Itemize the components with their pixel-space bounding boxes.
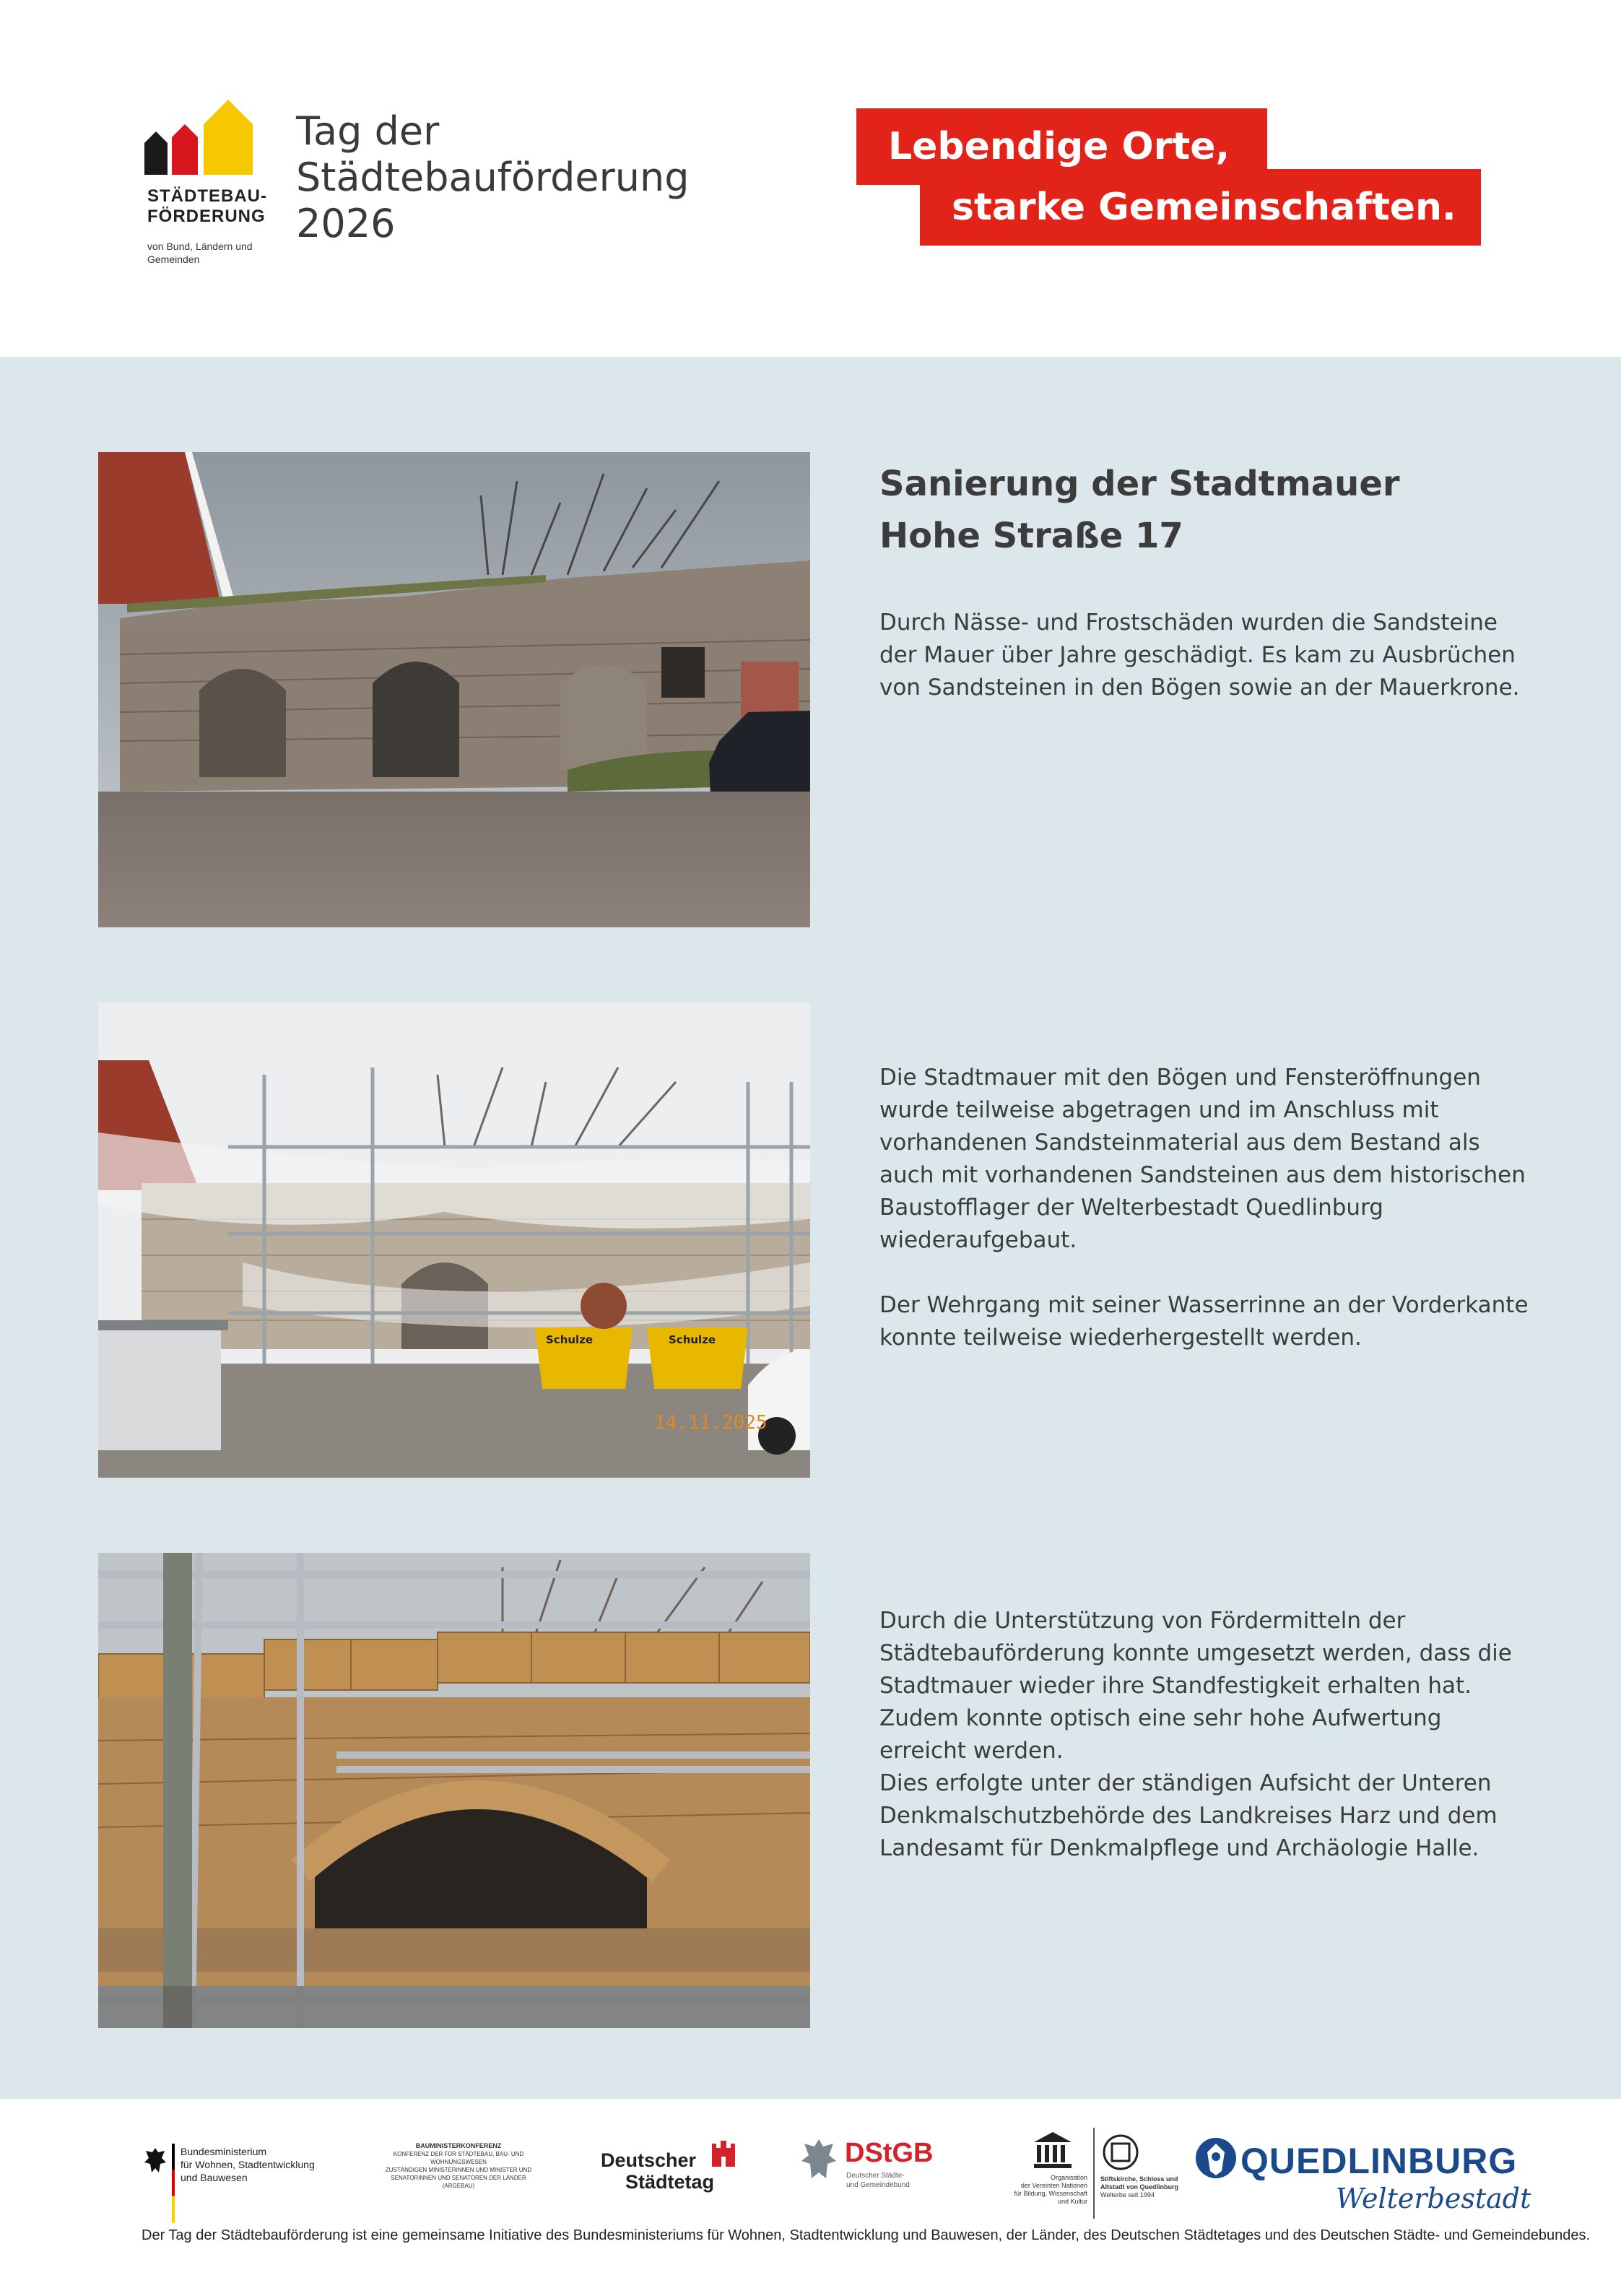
- section1-text: Durch Nässe- und Frostschäden wurden die Sandsteine der Mauer über Jahre geschädigt. Es kam zu Ausbrüchen von Sandsteinen in den Bögen sowie an der Mauerkrone.: [879, 610, 1520, 701]
- skip-label-2: Schulze: [669, 1333, 716, 1346]
- logo-divider: [1093, 2128, 1095, 2219]
- unesco-welterbe-logo: Organisation der Vereinten Nationen für Bildung, Wissenschaft und Kultur Stiftskirche, Schloss und Altstadt von Quedlinburg Welterbe seit 1994: [999, 2128, 1187, 2214]
- skip-label-1: Schulze: [546, 1333, 594, 1346]
- photo-scaffolding: [98, 1002, 810, 1478]
- event-title: Tag der Städtebauförderung 2026: [296, 108, 690, 246]
- federal-eagle-icon: [143, 2146, 168, 2175]
- slogan-line-2: starke Gemeinschaften.: [920, 169, 1481, 246]
- section3-text: Durch die Unterstützung von Fördermitteln der Städtebauförderung konnte umgesetzt werden, dass die Stadtmauer wieder ihre Standfestigkeit erhalten hat. Zudem konnte optisch eine sehr hohe Aufwertung erreicht werden. Dies erfolgte unter der ständigen Aufsicht der Unteren Denkmalschutzbehörde des Landkreises Harz und dem Landesamt für Denkmalpflege und Archäologie Halle.: [879, 1608, 1512, 1861]
- bauministerkonferenz-logo: BAUMINISTERKONFERENZ KONFERENZ DER FÜR STÄDTEBAU, BAU- UND WOHNUNGSWESEN ZUSTÄNDIGEN MINISTERINNEN UND MINISTER UND SENATORINNEN UND SENATOREN DER LÄNDER (ARGEBAU): [385, 2142, 532, 2189]
- section2-text: Die Stadtmauer mit den Bögen und Fensteröffnungen wurde teilweise abgetragen und im Anschluss mit vorhandenen Sandsteinmaterial aus dem Bestand als auch mit vorhandenen Sandsteinen aus dem historischen Baustofflager der Welterbestadt Quedlinburg wiederaufgebaut. Der Wehrgang mit seiner Wasserrinne an der Vorderkante konnte teilweise wiederhergestellt werden.: [879, 1065, 1529, 1351]
- bmwsb-logo: [143, 2144, 331, 2194]
- bmwsb-name: Bundesministerium für Wohnen, Stadtentwicklung und Bauwesen: [181, 2146, 315, 2183]
- dstgb-eagle-icon: [800, 2136, 838, 2185]
- logo-subtitle: von Bund, Ländern und Gemeinden: [147, 241, 253, 265]
- section-heading: Sanierung der Stadtmauer Hohe Straße 17: [879, 464, 1400, 556]
- quedlinburg-crest-icon: [1194, 2136, 1238, 2183]
- quedlinburg-logo: QUEDLINBURG Welterbestadt: [1194, 2133, 1498, 2213]
- photo-restored-arch: [98, 1553, 810, 2028]
- footer: [0, 2099, 1621, 2296]
- unesco-temple-icon: [1031, 2131, 1074, 2170]
- castle-icon: [710, 2138, 736, 2167]
- staedtebaufoerderung-logo-icon: [144, 100, 267, 175]
- german-flag-stripe: [172, 2144, 175, 2223]
- photo-date-stamp: 14.11.2025: [654, 1412, 768, 1434]
- deutscher-staedtetag-name: Deutscher Städtetag: [601, 2149, 715, 2193]
- content-panel: [0, 357, 1621, 2099]
- header: [0, 0, 1621, 357]
- world-heritage-emblem-icon: [1102, 2133, 1139, 2171]
- slogan-line-1: Lebendige Orte,: [856, 108, 1267, 185]
- footer-note: Der Tag der Städtebauförderung ist eine gemeinsame Initiative des Bundesministeriums für Wohnen, Stadtentwicklung und Bauwesen, der Länder, des Deutschen Städtetages und des Deutschen Städte- und Gemeindebundes.: [142, 2227, 1591, 2243]
- dstgb-logo: DStGB Deutscher Städte- und Gemeindebund: [800, 2133, 944, 2198]
- deutscher-staedtetag-logo: [601, 2135, 738, 2200]
- logo-brand-text: STÄDTEBAU- FÖRDERUNG: [147, 186, 267, 226]
- photo-damaged-wall: [98, 452, 810, 927]
